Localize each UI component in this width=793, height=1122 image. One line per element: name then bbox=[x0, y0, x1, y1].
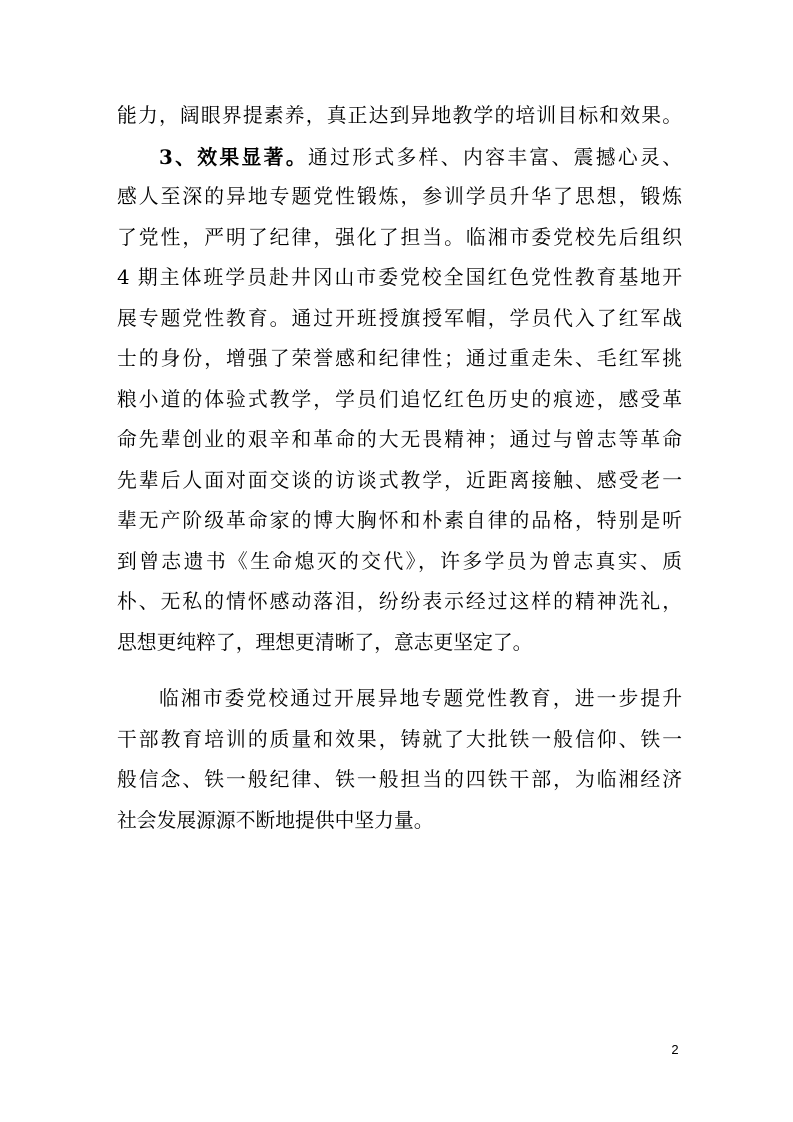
text-line: 思想更纯粹了，理想更清晰了，意志更坚定了。 bbox=[117, 630, 533, 654]
text-line: 粮小道的体验式教学，学员们追忆红色历史的痕迹，感受革 bbox=[117, 387, 682, 411]
text-line: 士的身份，增强了荣誉感和纪律性；通过重走朱、毛红军挑 bbox=[117, 347, 682, 370]
text-line: 社会发展源源不断地提供中坚力量。 bbox=[117, 808, 434, 832]
text-line: 4 期主体班学员赴井冈山市委党校全国红色党性教育基地开 bbox=[117, 266, 682, 289]
text-line: 到曾志遗书《生命熄灭的交代》，许多学员为曾志真实、质 bbox=[117, 549, 682, 573]
body-text bbox=[117, 96, 682, 841]
page-number: 2 bbox=[671, 1042, 679, 1057]
text-line: 干部教育培训的质量和效果，铸就了大批铁一般信仰、铁一 bbox=[117, 727, 682, 751]
text-line: 了党性，严明了纪律，强化了担当。临湘市委党校先后组织 bbox=[117, 225, 682, 249]
text-run: 通过形式多样、内容丰富、震撼心灵、 bbox=[307, 145, 682, 169]
text-line: 般信念、铁一般纪律、铁一般担当的四铁干部，为临湘经济 bbox=[117, 768, 682, 791]
text-line: 展专题党性教育。通过开班授旗授军帽，学员代入了红军战 bbox=[117, 306, 682, 330]
text-line: 命先辈创业的艰辛和革命的大无畏精神；通过与曾志等革命 bbox=[117, 428, 682, 451]
text-line: 先辈后人面对面交谈的访谈式教学，近距离接触、感受老一 bbox=[117, 468, 682, 492]
section-heading: 3、效果显著。 bbox=[159, 144, 308, 169]
text-line: 感人至深的异地专题党性锻炼，参训学员升华了思想，锻炼 bbox=[117, 185, 682, 208]
text-line: 临湘市委党校通过开展异地专题党性教育，进一步提升 bbox=[159, 687, 682, 710]
paragraph-gap bbox=[117, 663, 682, 679]
text-line: 辈无产阶级革命家的博大胸怀和朴素自律的品格，特别是听 bbox=[117, 509, 682, 532]
text-line: 朴、无私的情怀感动落泪，纷纷表示经过这样的精神洗礼， bbox=[117, 590, 682, 613]
section-heading-line bbox=[117, 137, 682, 178]
text-line: 能力，阔眼界提素养，真正达到异地教学的培训目标和效果。 bbox=[117, 104, 682, 127]
